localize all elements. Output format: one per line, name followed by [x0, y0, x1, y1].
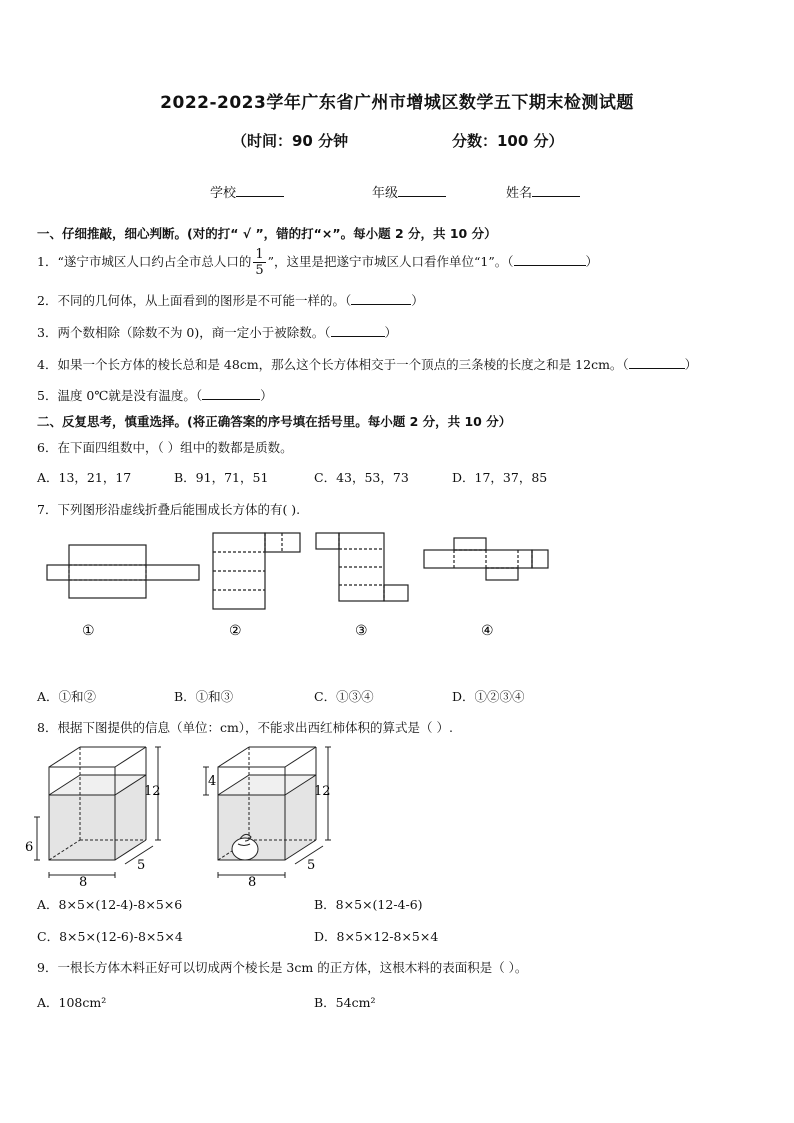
question-2: 2．不同的几何体，从上面看到的图形是不可能一样的。（ ） — [37, 293, 424, 308]
net-label-2: ② — [229, 623, 242, 639]
question-7: 7．下列图形沿虚线折叠后能围成长方体的有( ). — [37, 502, 301, 517]
answer-blank-4[interactable] — [629, 356, 685, 369]
name-label: 姓名 — [506, 186, 533, 201]
grade-label: 年级 — [372, 186, 399, 201]
name-field[interactable] — [506, 182, 580, 201]
question-3: 3．两个数相除（除数不为 0)，商一定小于被除数。（ ） — [37, 325, 398, 340]
q7-option-a[interactable]: A．①和② — [37, 689, 97, 704]
answer-blank-1[interactable] — [514, 253, 586, 266]
q8-option-d[interactable]: D．8×5×12-8×5×4 — [314, 929, 439, 944]
net-3 — [316, 533, 408, 601]
q8-tank-figure — [0, 740, 400, 890]
question-6: 6．在下面四组数中，（ ）组中的数都是质数。 — [37, 440, 293, 455]
exam-time: （时间：90 分钟 — [232, 132, 349, 150]
section-2-heading: 二、反复思考，慎重选择。(将正确答案的序号填在括号里。每小题 2 分，共 10 分） — [37, 414, 512, 429]
question-9: 9．一根长方体木料正好可以切成两个棱长是 3cm 的正方体，这根木料的表面积是（ ）。 — [37, 960, 528, 975]
net-1 — [47, 545, 199, 598]
net-label-1: ① — [82, 623, 95, 639]
q7-option-b[interactable]: B．①和③ — [174, 689, 234, 704]
net-4 — [424, 538, 548, 580]
q6-option-c[interactable]: C．43，53，73 — [314, 470, 409, 485]
question-8: 8．根据下图提供的信息（单位：cm），不能求出西红柿体积的算式是（ ）. — [37, 720, 454, 735]
dim-water: 6 — [25, 840, 34, 855]
answer-blank-3[interactable] — [331, 324, 385, 337]
answer-blank-2[interactable] — [351, 292, 411, 305]
section-1-heading: 一、仔细推敲，细心判断。(对的打“ √ ”，错的打“×”。每小题 2 分，共 10 分） — [37, 226, 497, 241]
q7-option-d[interactable]: D．①②③④ — [452, 689, 525, 704]
q7-nets-figure — [0, 528, 794, 648]
q9-option-b[interactable]: B．54cm² — [314, 995, 376, 1010]
dim-depth-left: 5 — [137, 858, 146, 873]
school-label: 学校 — [210, 186, 237, 201]
net-label-3: ③ — [355, 623, 368, 639]
fraction-one-fifth: $\frac{1}{5}$ — [255, 247, 264, 278]
dim-depth-right: 5 — [307, 858, 316, 873]
school-field[interactable] — [210, 182, 284, 201]
question-4: 4．如果一个长方体的棱长总和是 48cm，那么这个长方体相交于一个顶点的三条棱的长度之和是 12cm。（ ） — [37, 357, 698, 372]
net-2 — [213, 533, 300, 609]
dim-width-left: 8 — [79, 875, 88, 890]
grade-field[interactable] — [372, 182, 446, 201]
question-1: 1．“遂宁市城区人口约占全市总人口的 $\frac{1}{5}$ ”，这里是把遂宁市城区人口看作单位“1”。（ ） — [37, 247, 599, 278]
q8-option-b[interactable]: B．8×5×(12-4-6) — [314, 897, 423, 912]
dim-height-left: 12 — [144, 784, 161, 799]
dim-width-right: 8 — [248, 875, 257, 890]
dim-height-right: 12 — [314, 784, 331, 799]
dim-top-gap: 4 — [208, 774, 217, 789]
answer-blank-5[interactable] — [202, 387, 260, 400]
q7-option-c[interactable]: C．①③④ — [314, 689, 374, 704]
q8-option-c[interactable]: C．8×5×(12-6)-8×5×4 — [37, 929, 183, 944]
q8-option-a[interactable]: A．8×5×(12-4)-8×5×6 — [37, 897, 183, 912]
q6-option-d[interactable]: D．17，37，85 — [452, 470, 548, 485]
exam-score: 分数：100 分） — [452, 132, 564, 150]
q6-option-b[interactable]: B．91，71，51 — [174, 470, 269, 485]
page-title: 2022-2023学年广东省广州市增城区数学五下期末检测试题 — [160, 93, 634, 113]
question-5: 5．温度 0℃就是没有温度。（ ） — [37, 388, 273, 403]
net-label-4: ④ — [481, 623, 494, 639]
q6-option-a[interactable]: A．13，21，17 — [37, 470, 132, 485]
q9-option-a[interactable]: A．108cm² — [37, 995, 107, 1010]
